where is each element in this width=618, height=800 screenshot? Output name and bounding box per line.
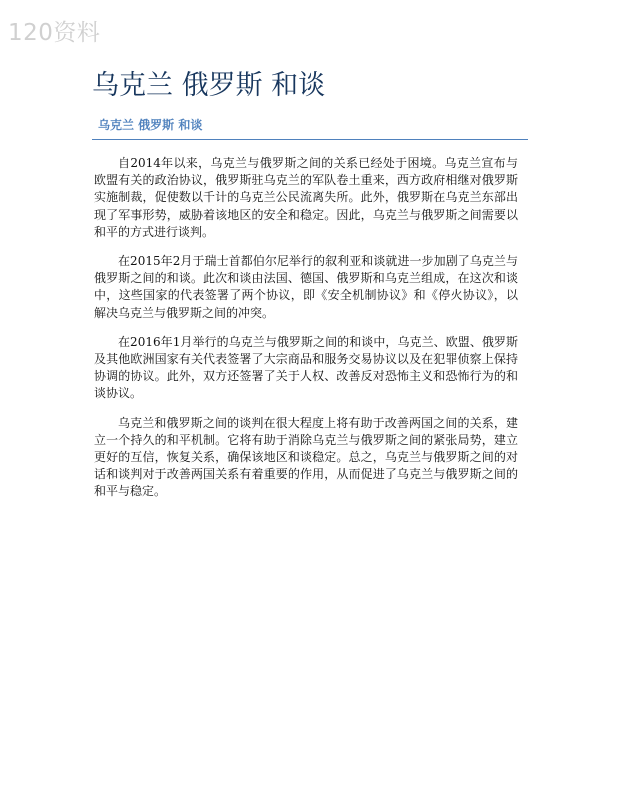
paragraph-4: 乌克兰和俄罗斯之间的谈判在很大程度上将有助于改善两国之间的关系，建立一个持久的和平机制。它将有助于消除乌克兰与俄罗斯之间的紧张局势，建立更好的互信，恢复关系，确保该地区和谈稳定。总之，乌克兰与俄罗斯之间的对话和谈判对于改善两国关系有着重要的作用，从而促进了乌克兰与俄罗斯之间的和平与稳定。 (94, 415, 518, 499)
document-page (92, 66, 528, 513)
document-body (92, 155, 528, 501)
watermark: 120资料 (8, 20, 101, 46)
document-subtitle: 乌克兰 俄罗斯 和谈 (98, 118, 203, 132)
paragraph-1: 自2014年以来，乌克兰与俄罗斯之间的关系已经处于困境。乌克兰宣布与欧盟有关的政治协议，俄罗斯驻乌克兰的军队卷土重来，西方政府相继对俄罗斯实施制裁，促使数以千计的乌克兰公民流离失所。此外，俄罗斯在乌克兰东部出现了军事形势，威胁着该地区的安全和稳定。因此，乌克兰与俄罗斯之间需要以和平的方式进行谈判。 (94, 156, 518, 239)
paragraph-2: 在2015年2月于瑞士首都伯尔尼举行的叙利亚和谈就进一步加剧了乌克兰与俄罗斯之间的和谈。此次和谈由法国、德国、俄罗斯和乌克兰组成，在这次和谈中，这些国家的代表签署了两个协议，即《安全机制协议》和《停火协议》，以解决乌克兰与俄罗斯之间的冲突。 (94, 254, 518, 320)
document-title: 乌克兰 俄罗斯 和谈 (92, 70, 326, 101)
paragraph-3: 在2016年1月举行的乌克兰与俄罗斯之间的和谈中，乌克兰、欧盟、俄罗斯及其他欧洲国家有关代表签署了大宗商品和服务交易协议以及在犯罪侦察上保持协调的协议。此外，双方还签署了关于人权、改善反对恐怖主义和恐怖行为的和谈协议。 (94, 334, 518, 401)
title-divider (92, 139, 528, 140)
